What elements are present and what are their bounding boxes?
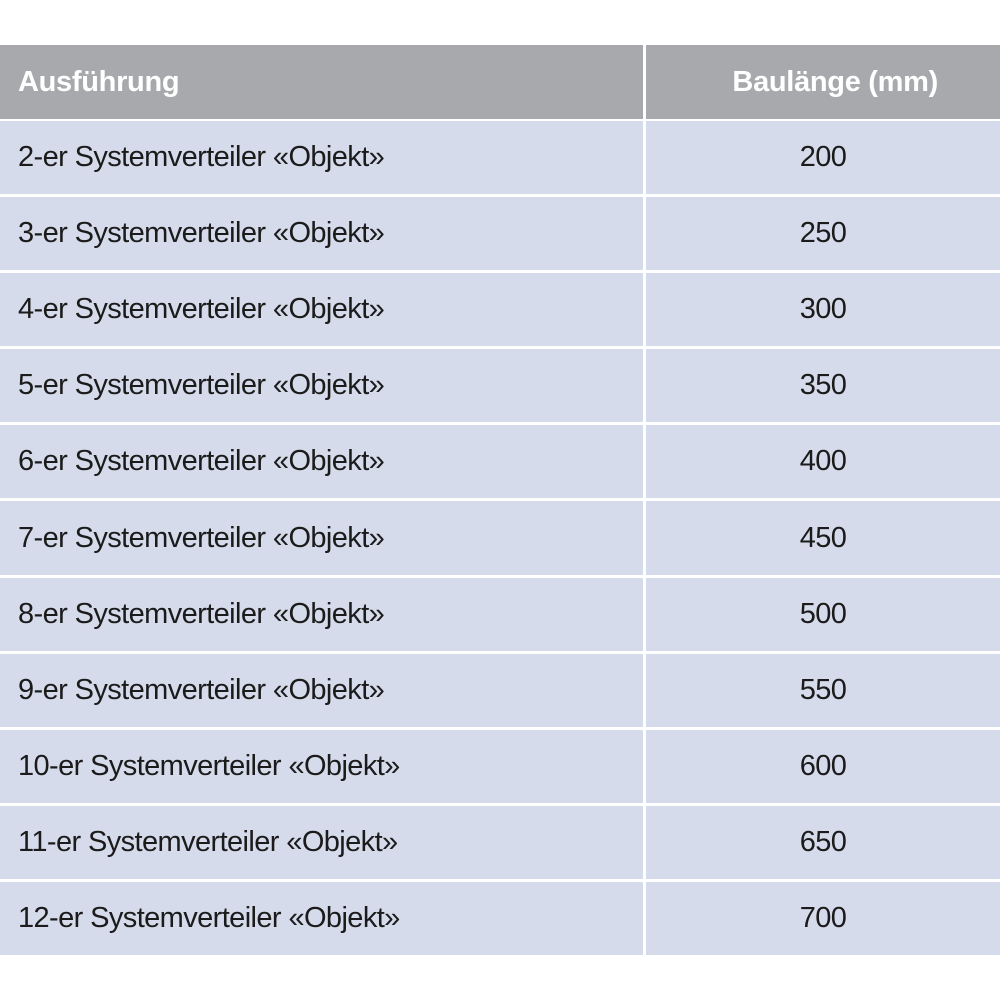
cell-ausfuehrung: 11-er Systemverteiler «Objekt» bbox=[0, 806, 646, 882]
table-row bbox=[0, 349, 1000, 425]
cell-ausfuehrung: 8-er Systemverteiler «Objekt» bbox=[0, 578, 646, 654]
column-header-baulaenge: Baulänge (mm) bbox=[646, 45, 1000, 121]
cell-baulaenge: 200 bbox=[646, 121, 1000, 197]
cell-baulaenge: 600 bbox=[646, 730, 1000, 806]
cell-ausfuehrung: 6-er Systemverteiler «Objekt» bbox=[0, 425, 646, 501]
table-row bbox=[0, 273, 1000, 349]
cell-ausfuehrung: 12-er Systemverteiler «Objekt» bbox=[0, 882, 646, 955]
cell-baulaenge: 650 bbox=[646, 806, 1000, 882]
cell-baulaenge: 700 bbox=[646, 882, 1000, 955]
table-row bbox=[0, 730, 1000, 806]
table-row bbox=[0, 882, 1000, 955]
cell-ausfuehrung: 2-er Systemverteiler «Objekt» bbox=[0, 121, 646, 197]
table-row bbox=[0, 425, 1000, 501]
cell-baulaenge: 500 bbox=[646, 578, 1000, 654]
cell-baulaenge: 450 bbox=[646, 501, 1000, 577]
cell-ausfuehrung: 9-er Systemverteiler «Objekt» bbox=[0, 654, 646, 730]
cell-baulaenge: 300 bbox=[646, 273, 1000, 349]
table-row bbox=[0, 654, 1000, 730]
cell-ausfuehrung: 5-er Systemverteiler «Objekt» bbox=[0, 349, 646, 425]
table-row bbox=[0, 578, 1000, 654]
table-row bbox=[0, 121, 1000, 197]
cell-baulaenge: 550 bbox=[646, 654, 1000, 730]
table-row bbox=[0, 501, 1000, 577]
cell-baulaenge: 250 bbox=[646, 197, 1000, 273]
cell-baulaenge: 350 bbox=[646, 349, 1000, 425]
table-row bbox=[0, 197, 1000, 273]
spec-table bbox=[0, 45, 1000, 955]
cell-ausfuehrung: 7-er Systemverteiler «Objekt» bbox=[0, 501, 646, 577]
cell-ausfuehrung: 4-er Systemverteiler «Objekt» bbox=[0, 273, 646, 349]
column-header-ausfuehrung: Ausführung bbox=[0, 45, 646, 121]
cell-baulaenge: 400 bbox=[646, 425, 1000, 501]
cell-ausfuehrung: 3-er Systemverteiler «Objekt» bbox=[0, 197, 646, 273]
cell-ausfuehrung: 10-er Systemverteiler «Objekt» bbox=[0, 730, 646, 806]
table-header-row bbox=[0, 45, 1000, 121]
table-row bbox=[0, 806, 1000, 882]
